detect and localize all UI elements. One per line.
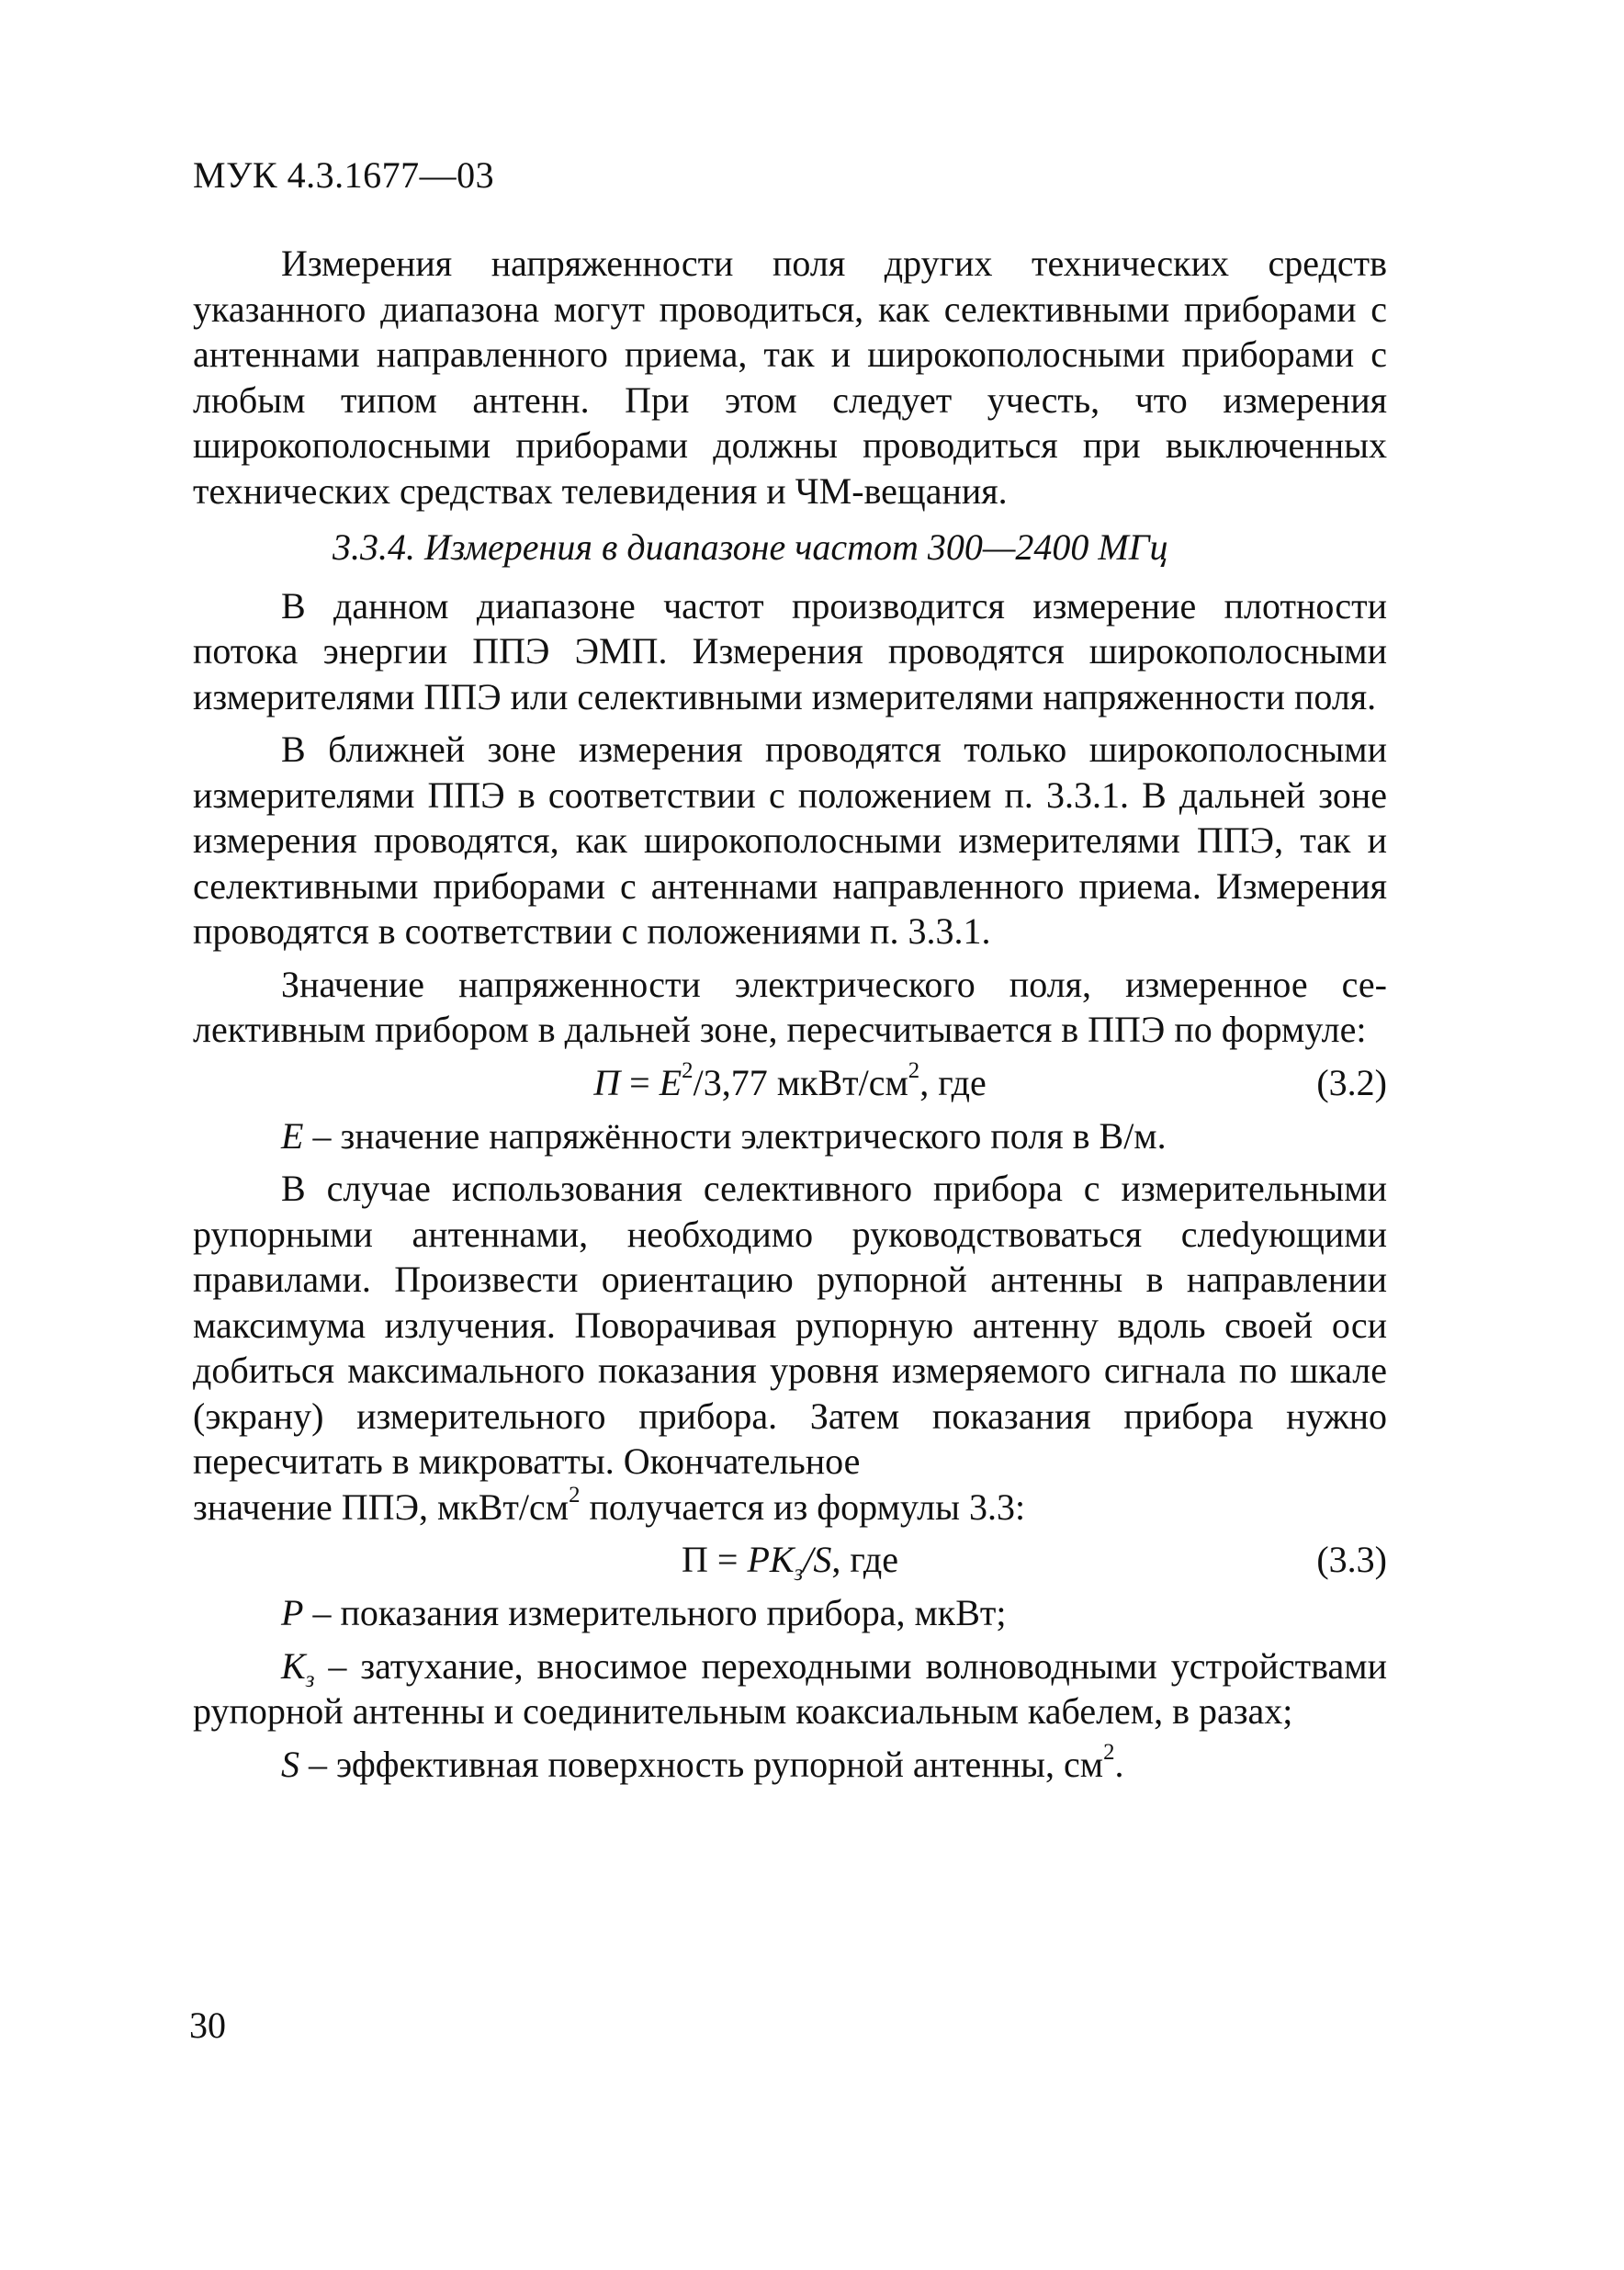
definition-S: S – эффективная поверхность рупорной антенны, $см^2$. bbox=[281, 1740, 1124, 1785]
body-text bbox=[193, 241, 1387, 1794]
paragraph-near-far-zone: В ближней зоне измерения проводятся только широкополосными измерителями ППЭ в соответствии с положением п. 3.3.1. В дальней зоне измерения проводятся, как широкополосными измерителями ППЭ, так и селективными приборами с антеннами направленного приема. Измерения проводятся в соответствии с положениями п. 3.3.1. bbox=[193, 728, 1387, 952]
paragraph-horn-antenna: В случае использования селективного прибора с измерительными рупорными антеннами, необходимо руководствоваться слеdующими правилами. Произвести ориентацию рупорной антенны в направлении максимума излучения. Поворачивая рупорную антенну вдоль своей оси добиться максимального показания уровня измеряемого сигнала по шкале (экрану) измерительного прибора. Затем показания прибора нужно пересчитать в микроватты. Окончательное bbox=[193, 1168, 1387, 1482]
page-number: 30 bbox=[189, 2005, 226, 2046]
definition-K: $K_з$ – затухание, вносимое переходными волноводными устройствами рупорной антенны и соединительным коаксиальным кабелем, в разах; bbox=[193, 1644, 1387, 1732]
formula-3-2-number: (3.2) bbox=[1316, 1061, 1387, 1103]
document-code-header: МУК 4.3.1677—03 bbox=[193, 154, 495, 196]
formula-3-2-expression: $П = E^2/3,77$ мкВт/$см^2$, где bbox=[593, 1058, 987, 1103]
paragraph-other-devices: Измерения напряженности поля других технических средств указанного диапазона могут проводиться, как селективными приборами с антеннами направленного приема, так и широкополосными приборами с любым типом антенн. При этом следует учесть, что измерения широкополосными приборами должны проводиться при выключенных технических средствах телевидения и ЧМ-вещания. bbox=[193, 243, 1387, 512]
paragraph-field-conversion: Значение напряженности электрического поля, измеренное селективным прибором в дальней зоне, пересчитывается в ППЭ по формуле: bbox=[193, 963, 1387, 1050]
paragraph-range-measurement: В данном диапазоне частот производится измерение плотности потока энергии ППЭ ЭМП. Измерения проводятся широкополосными измерителями ППЭ или селективными измерителями напряженности поля. bbox=[193, 584, 1387, 717]
formula-3-2 bbox=[193, 1060, 1387, 1106]
formula-3-3 bbox=[193, 1537, 1387, 1586]
definition-E: E – значение напряжённости электрического поля в В/м. bbox=[281, 1114, 1167, 1157]
formula-3-3-number: (3.3) bbox=[1316, 1539, 1387, 1580]
section-heading-3-3-4: 3.3.4. Измерения в диапазоне частот 300—2400 МГц bbox=[333, 526, 1168, 568]
paragraph-horn-antenna-tail: значение ППЭ, мкВт/$см^2$ получается из формулы 3.3: bbox=[193, 1483, 1026, 1528]
definition-P: P – показания измерительного прибора, мкВт; bbox=[281, 1592, 1007, 1633]
formula-3-3-expression: $П = PK_з/S$, где bbox=[682, 1539, 898, 1586]
